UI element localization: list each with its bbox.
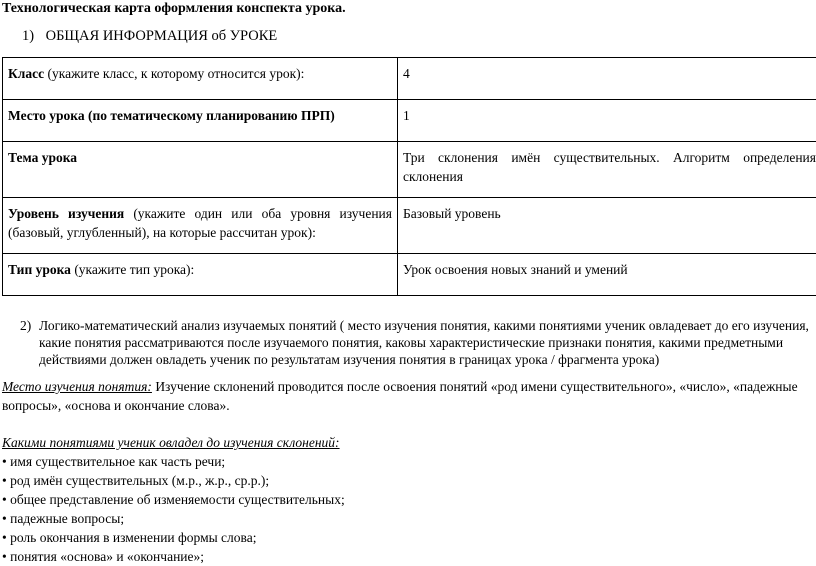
section-2-number: 2): [20, 317, 39, 368]
section-1-title: ОБЩАЯ ИНФОРМАЦИЯ об УРОКЕ: [46, 28, 278, 44]
table-row: [3, 100, 816, 142]
place-text: Изучение склонений проводится после освоения понятий «род имени существительного», «число», «падежные вопросы», «основа и окончание слова».: [2, 379, 798, 413]
table-row: [3, 254, 816, 296]
label-bold: Тема урока: [8, 150, 77, 165]
table-row: [3, 142, 816, 198]
row-value: 1: [398, 100, 816, 142]
list-item: • понятия «основа» и «окончание»;: [2, 547, 345, 566]
list-item: • общее представление об изменяемости существительных;: [2, 490, 345, 509]
row-label: [3, 100, 398, 142]
row-label: [3, 142, 398, 198]
row-label: [3, 254, 398, 296]
label-rest: (укажите тип урока):: [71, 262, 194, 277]
row-label: [3, 198, 398, 254]
label-rest: (укажите один или оба уровня изучения (базовый, углубленный), на которые рассчитан урок):: [8, 206, 392, 240]
row-value: Урок освоения новых знаний и умений: [398, 254, 816, 296]
list-item: • имя существительное как часть речи;: [2, 452, 345, 471]
label-bold: Класс: [8, 66, 44, 81]
list-item: • род имён существительных (м.р., ж.р., ср.р.);: [2, 471, 345, 490]
list-item: • роль окончания в изменении формы слова;: [2, 528, 345, 547]
table-row: [3, 58, 816, 100]
label-bold: Место урока (по тематическому планированию ПРП): [8, 108, 335, 123]
document-title: Технологическая карта оформления конспекта урока.: [2, 1, 346, 17]
prior-heading: [2, 433, 812, 452]
place-paragraph: [2, 377, 812, 415]
section-1-number: 1): [22, 28, 42, 45]
row-value: Три склонения имён существительных. Алгоритм определения склонения: [398, 142, 816, 198]
prior-heading-text: Какими понятиями ученик овладел до изучения склонений:: [2, 435, 340, 450]
section-2-paragraph: [20, 317, 812, 368]
lesson-info-table: [2, 57, 816, 296]
place-label: Место изучения понятия:: [2, 379, 152, 394]
row-label: [3, 58, 398, 100]
section-1-heading: [22, 28, 277, 45]
prior-concepts-list: [2, 452, 345, 566]
section-2-text: Логико-математический анализ изучаемых понятий ( место изучения понятия, какими понятиями ученик овладевает до его изучения, какие понятия рассматриваются после изучаемого понятия, каковы характеристические признаки понятия, какими предметными действиями должен овладеть ученик по результатам изучения понятия в границах урока / фрагмента урока): [39, 317, 812, 368]
row-value: Базовый уровень: [398, 198, 816, 254]
table-row: [3, 198, 816, 254]
label-bold: Тип урока: [8, 262, 71, 277]
label-rest: (укажите класс, к которому относится урок):: [44, 66, 304, 81]
row-value: 4: [398, 58, 816, 100]
label-bold: Уровень изучения: [8, 206, 124, 221]
list-item: • падежные вопросы;: [2, 509, 345, 528]
